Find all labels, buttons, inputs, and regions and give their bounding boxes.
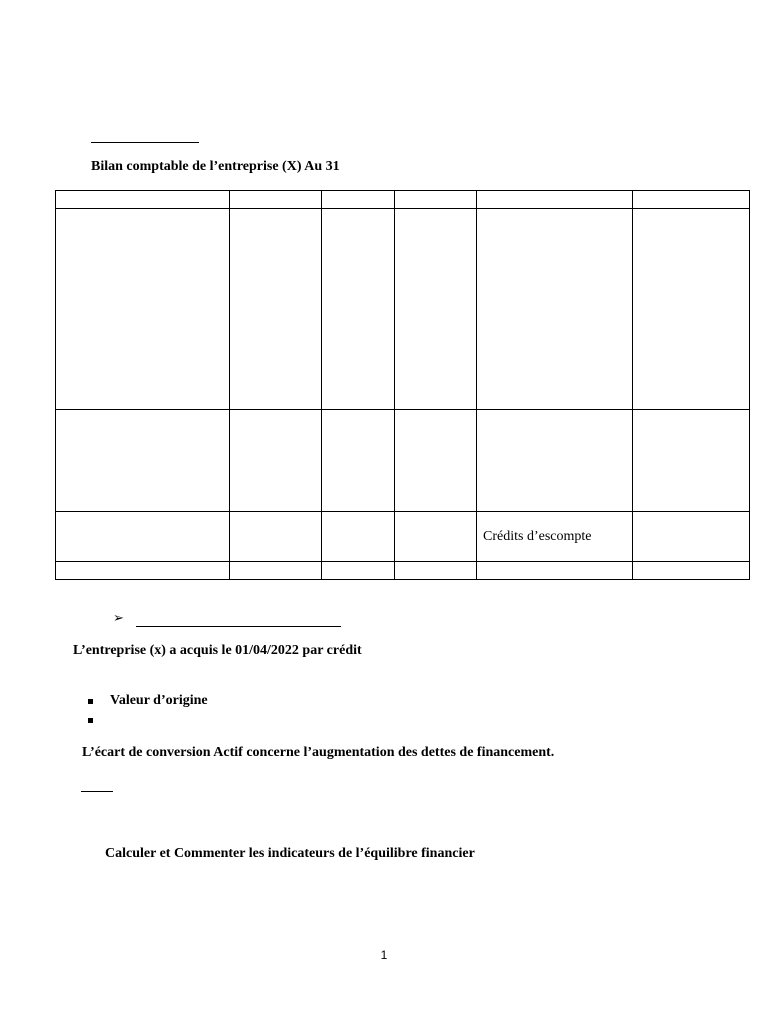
table-row (56, 410, 750, 512)
table-cell (56, 209, 230, 410)
table-row (56, 191, 750, 209)
table-cell (477, 410, 633, 512)
table-cell (322, 191, 395, 209)
table-cell (633, 191, 750, 209)
table-cell (322, 512, 395, 562)
table-cell (230, 562, 322, 580)
conversion-text: L’écart de conversion Actif concerne l’augmentation des dettes de financement. (82, 745, 555, 760)
table-cell (633, 562, 750, 580)
table-cell (56, 410, 230, 512)
square-bullet-icon (88, 699, 93, 704)
table-row (56, 512, 750, 562)
table-cell (56, 512, 230, 562)
table-cell (56, 191, 230, 209)
balance-sheet-table (55, 190, 750, 580)
page-number: 1 (380, 948, 388, 962)
table-cell (395, 410, 477, 512)
table-cell (477, 209, 633, 410)
table-cell (230, 209, 322, 410)
bullet-valeur-origine: Valeur d’origine (110, 693, 208, 708)
task-text: Calculer et Commenter les indicateurs de l’équilibre financier (105, 846, 475, 861)
table-cell (395, 562, 477, 580)
table-cell (230, 410, 322, 512)
table-cell (322, 562, 395, 580)
table-cell (477, 562, 633, 580)
table-cell (633, 209, 750, 410)
table-row (56, 562, 750, 580)
table-cell (322, 209, 395, 410)
table-cell (395, 209, 477, 410)
section-underline (136, 626, 341, 627)
arrow-bullet-icon: ➢ (113, 610, 124, 625)
credits-escompte-cell: Crédits d’escompte (477, 512, 633, 562)
table-cell (395, 512, 477, 562)
top-underline (91, 142, 199, 143)
table-row (56, 209, 750, 410)
table-cell (322, 410, 395, 512)
square-bullet-icon (88, 718, 93, 723)
table-cell (56, 562, 230, 580)
table-cell (633, 410, 750, 512)
table-cell (230, 512, 322, 562)
table-cell (395, 191, 477, 209)
balance-sheet-title: Bilan comptable de l’entreprise (X) Au 31 (91, 159, 340, 174)
table-cell (230, 191, 322, 209)
acquisition-text: L’entreprise (x) a acquis le 01/04/2022 par crédit (73, 643, 362, 658)
short-underline (81, 791, 113, 792)
table-cell (477, 191, 633, 209)
table-cell (633, 512, 750, 562)
